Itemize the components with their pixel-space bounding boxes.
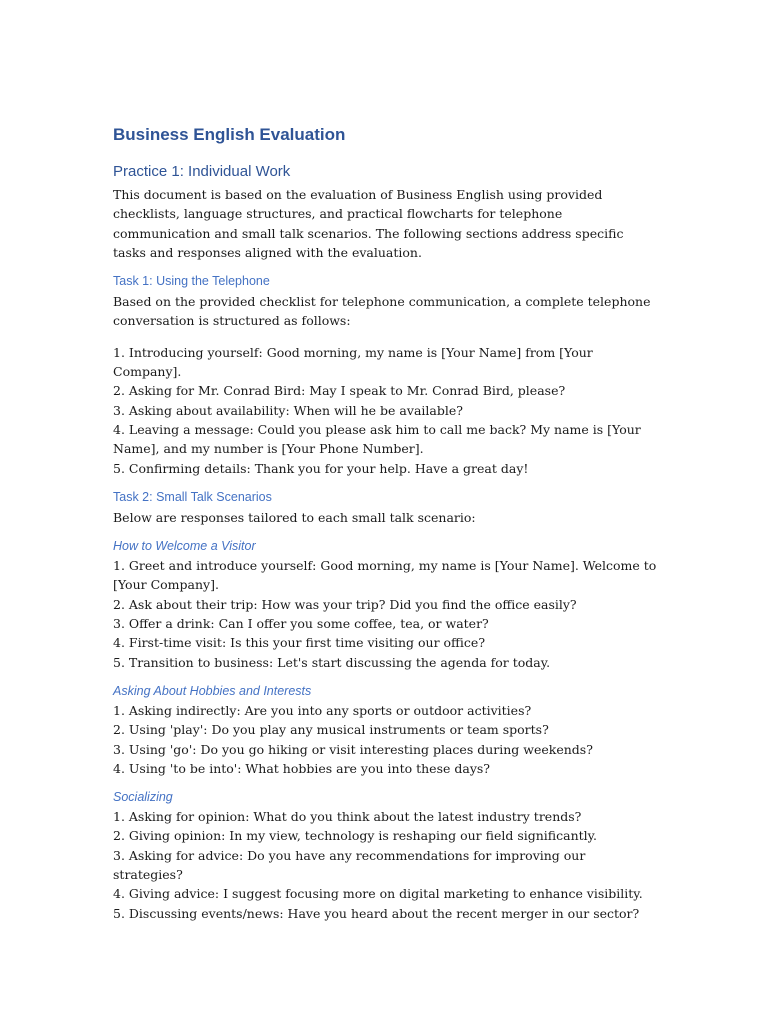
task1-list	[113, 343, 658, 478]
list-item: 2. Asking for Mr. Conrad Bird: May I speak to Mr. Conrad Bird, please?	[113, 383, 566, 399]
list-item: 3. Using 'go': Do you go hiking or visit interesting places during weekends?	[113, 741, 593, 757]
socializing-list	[113, 807, 658, 923]
list-item: 3. Asking about availability: When will he be available?	[113, 402, 463, 418]
list-item: 2. Using 'play': Do you play any musical instruments or team sports?	[113, 722, 549, 738]
list-item: 4. Giving advice: I suggest focusing more on digital marketing to enhance visibility.	[113, 886, 643, 902]
task1-intro: Based on the provided checklist for telephone communication, a complete telephone conversation is structured as follows:	[113, 294, 651, 329]
list-item: 1. Asking indirectly: Are you into any sports or outdoor activities?	[113, 702, 532, 718]
intro-paragraph: This document is based on the evaluation of Business English using provided checklists, language structures, and practical flowcharts for telephone communication and small talk scenarios. The following sections address specific tasks and responses aligned with the evaluation.	[113, 187, 624, 260]
document-title: Business English Evaluation	[113, 125, 346, 144]
task2-intro: Below are responses tailored to each small talk scenario:	[113, 509, 476, 525]
list-item: 1. Greet and introduce yourself: Good morning, my name is [Your Name]. Welcome to [Your Company].	[113, 558, 657, 593]
spacer	[113, 331, 658, 343]
list-item: 1. Introducing yourself: Good morning, my name is [Your Name] from [Your Company].	[113, 344, 593, 380]
list-item: 2. Giving opinion: In my view, technology is reshaping our field significantly.	[113, 828, 598, 844]
list-item: 1. Asking for opinion: What do you think about the latest industry trends?	[113, 809, 582, 825]
list-item: 4. Leaving a message: Could you please ask him to call me back? My name is [Your Name], and my number is [Your Phone Number].	[113, 421, 641, 457]
welcome-list	[113, 556, 658, 672]
list-item: 3. Asking for advice: Do you have any recommendations for improving our strategies?	[113, 847, 586, 883]
hobbies-list	[113, 701, 658, 778]
list-item: 5. Discussing events/news: Have you heard about the recent merger in our sector?	[113, 905, 640, 921]
task1-heading: Task 1: Using the Telephone	[113, 274, 270, 289]
list-item: 4. First-time visit: Is this your first time visiting our office?	[113, 635, 486, 651]
welcome-heading: How to Welcome a Visitor	[113, 539, 256, 554]
task2-heading: Task 2: Small Talk Scenarios	[113, 489, 272, 504]
hobbies-heading: Asking About Hobbies and Interests	[113, 683, 312, 698]
list-item: 5. Transition to business: Let's start discussing the agenda for today.	[113, 654, 551, 670]
list-item: 4. Using 'to be into': What hobbies are you into these days?	[113, 760, 491, 776]
section-heading: Practice 1: Individual Work	[113, 163, 291, 180]
list-item: 2. Ask about their trip: How was your trip? Did you find the office easily?	[113, 596, 577, 612]
socializing-heading: Socializing	[113, 790, 173, 805]
list-item: 5. Confirming details: Thank you for your help. Have a great day!	[113, 460, 529, 476]
list-item: 3. Offer a drink: Can I offer you some coffee, tea, or water?	[113, 616, 489, 632]
